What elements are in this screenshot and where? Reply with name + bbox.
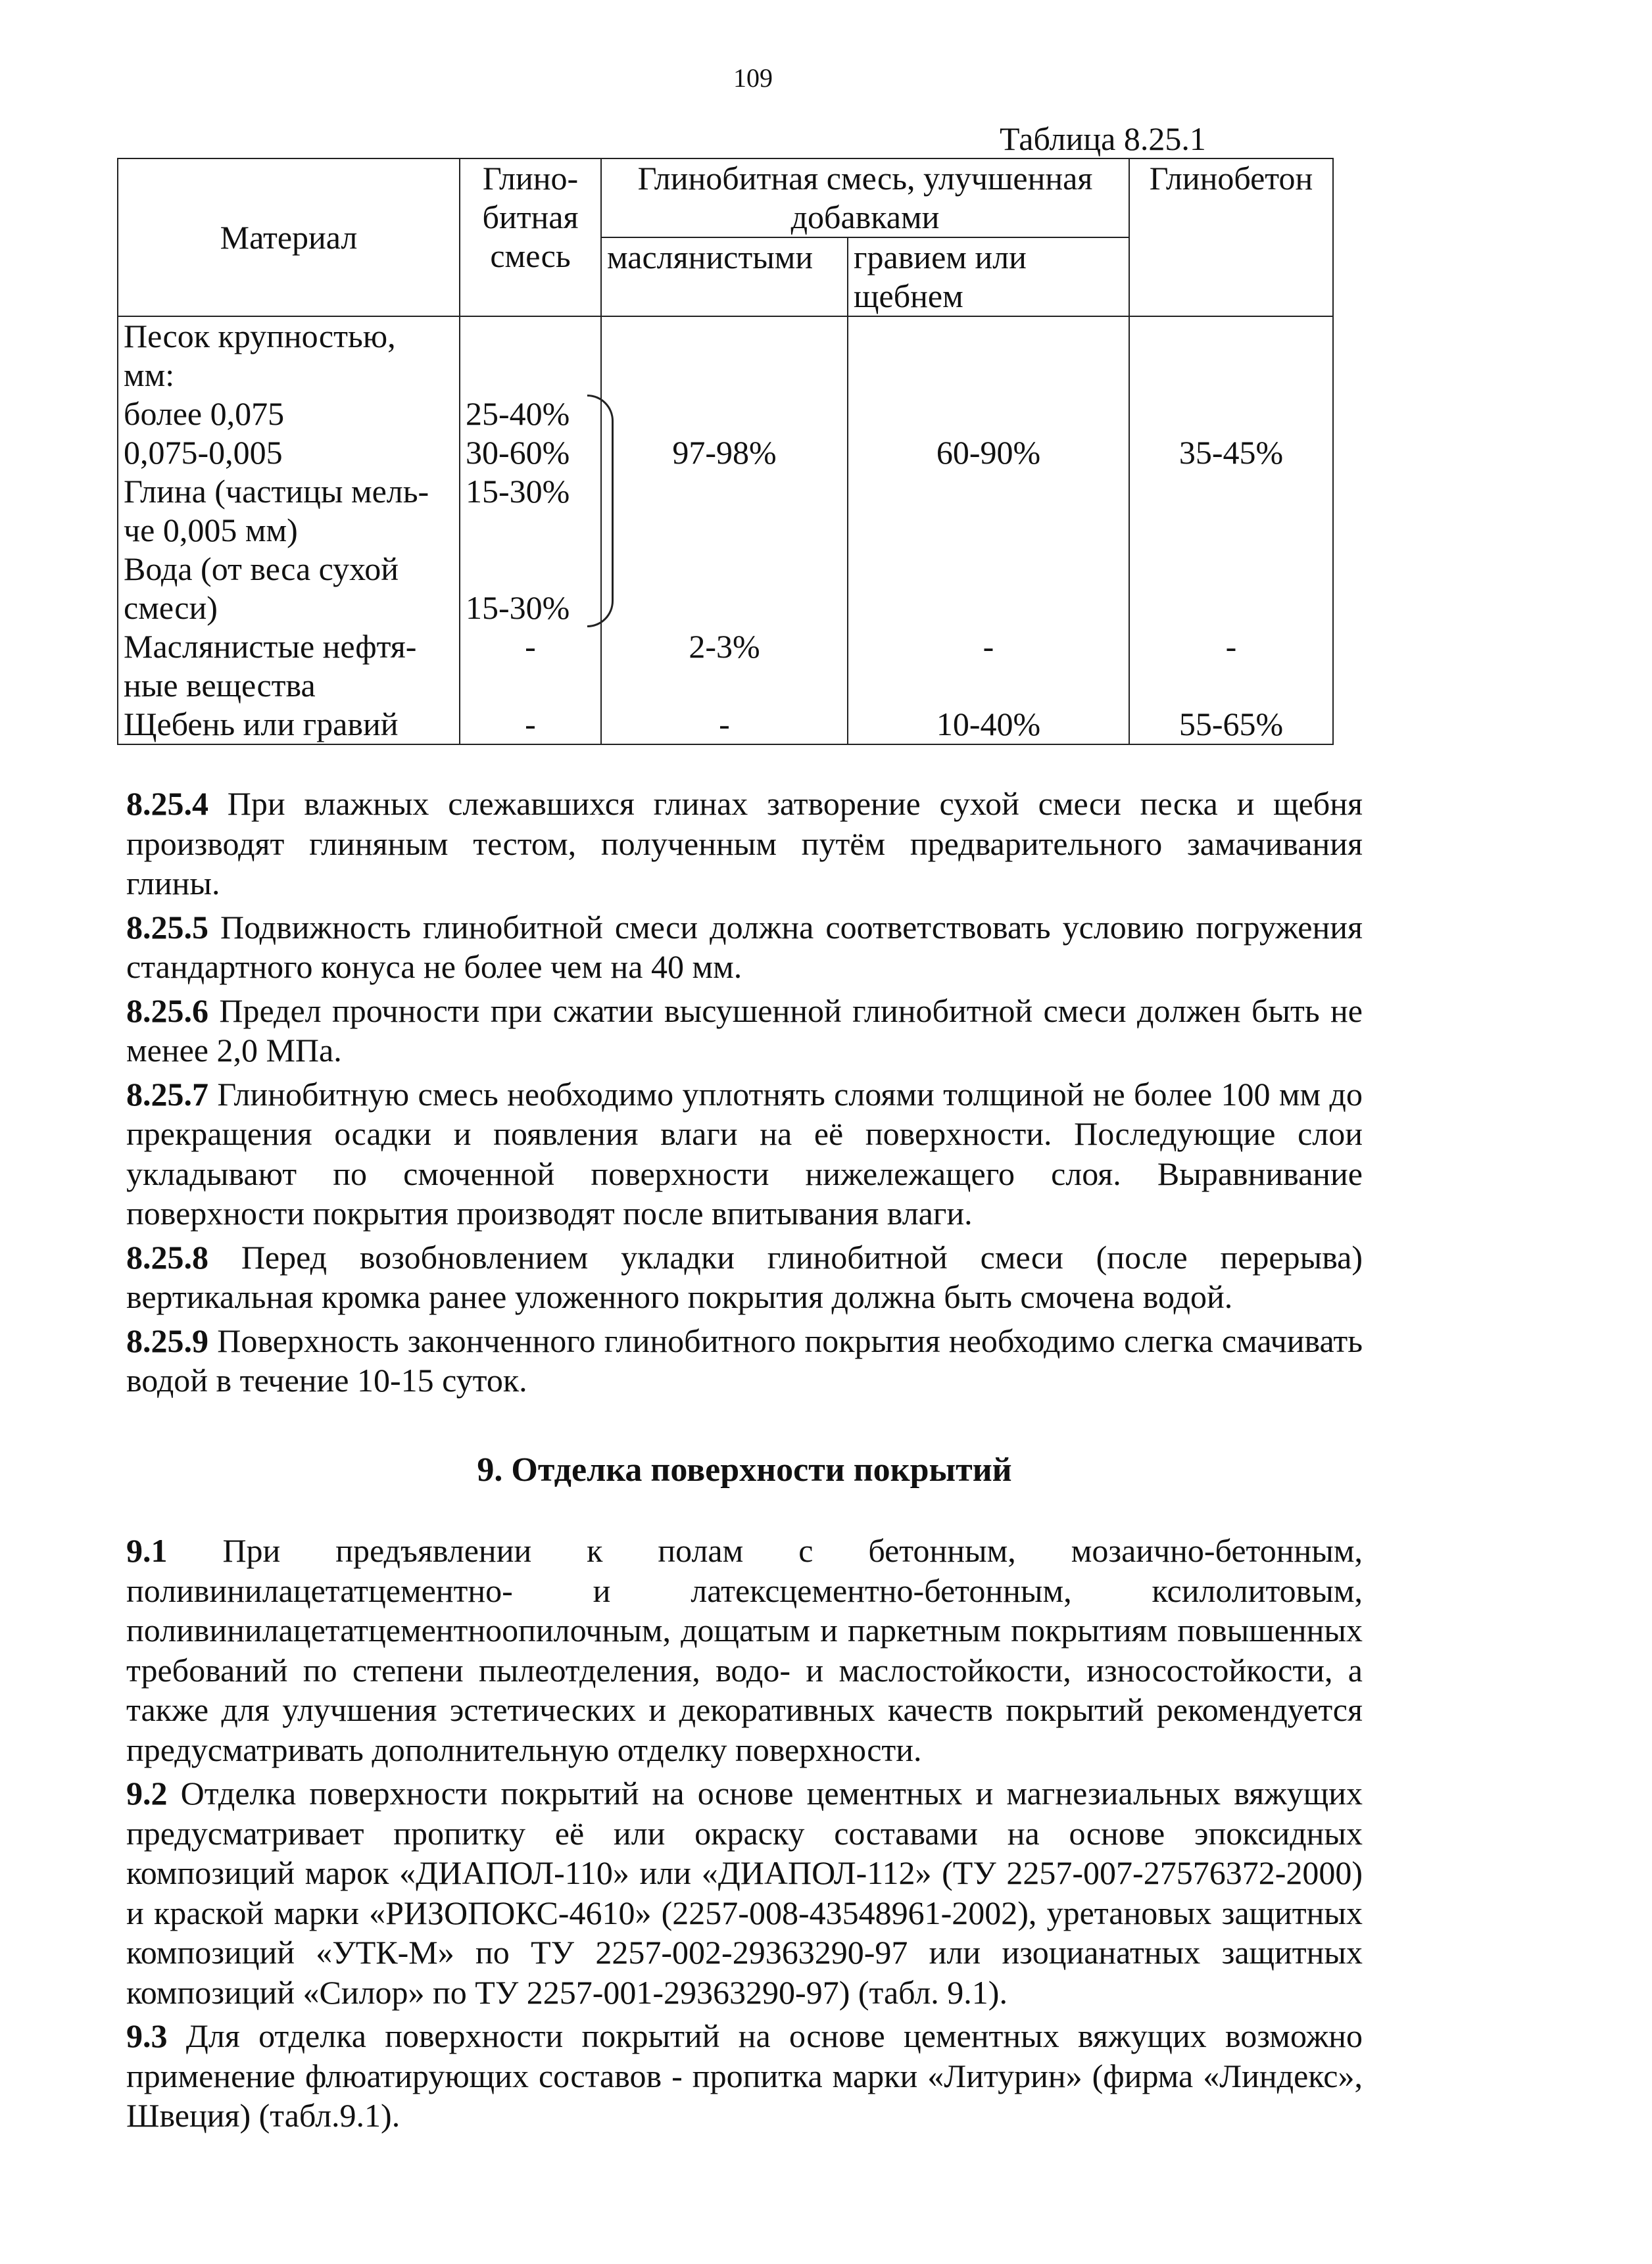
curly-brace-icon — [587, 395, 614, 627]
row-labels: Песок крупностью, мм: более 0,075 0,075-0,005 Глина (частицы мель- че 0,005 мм) Вода (от веса сухой смеси) Маслянистые нефтя- ные вещества Щебень или гравий — [118, 316, 460, 744]
header-clay-mix: Глино- битная смесь — [460, 158, 601, 316]
paragraph-9-3: 9.3 Для отделка поверхности покрытий на основе цементных вяжущих возможно применение флюатирующих составов - пропитка марки «Литурин» (фирма «Линдекс», Швеция) (табл.9.1). — [126, 2017, 1363, 2134]
paragraph-8-25-6: 8.25.6 Предел прочности при сжатии высушенной глинобитной смеси должен быть не менее 2,0 МПа. — [126, 992, 1363, 1069]
header-improved-mix: Глинобитная смесь, улучшенная добавками — [601, 158, 1129, 237]
col-gravel: 60-90% - 10-40% — [848, 316, 1129, 744]
header-oily: маслянистыми — [601, 237, 848, 316]
table-caption: Таблица 8.25.1 — [1000, 120, 1206, 157]
paragraph-8-25-4: 8.25.4 При влажных слежавшихся глинах затворение сухой смеси песка и щебня производят глиняным тестом, полученным путём предварительного замачивания глины. — [126, 785, 1363, 902]
document-body — [126, 784, 1363, 2140]
composition-table — [117, 158, 1334, 745]
paragraph-8-25-9: 8.25.9 Поверхность законченного глинобитного покрытия необходимо слегка смачивать водой в течение 10-15 суток. — [126, 1322, 1363, 1399]
header-material: Материал — [118, 158, 460, 316]
col-clay-mix: 25-40% 30-60% 15-30% 15-30% - - — [460, 316, 601, 744]
col-oily: 97-98% 2-3% - — [601, 316, 848, 744]
header-clay-concrete: Глинобетон — [1129, 158, 1333, 316]
section-heading: 9. Отделка поверхности покрытий — [477, 1451, 1012, 1489]
paragraph-8-25-7: 8.25.7 Глинобитную смесь необходимо уплотнять слоями толщиной не более 100 мм до прекращения осадки и появления влаги на её поверхности. Последующие слои укладывают по смоченной поверхности нижележащего слоя. Выравнивание поверхности покрытия производят после впитывания влаги. — [126, 1075, 1363, 1232]
paragraph-8-25-8: 8.25.8 Перед возобновлением укладки глинобитной смеси (после перерыва) вертикальная кромка ранее уложенного покрытия должна быть смочена водой. — [126, 1238, 1363, 1315]
brace-group: 97-98% — [607, 395, 842, 627]
paragraph-9-2: 9.2 Отделка поверхности покрытий на основе цементных и магнезиальных вяжущих предусматривает пропитку её или окраску составами на основе эпоксидных композиций марок «ДИАПОЛ-110» или «ДИАПОЛ-112» (ТУ 2257-007-27576372-2000) и краской марки «РИЗОПОКС-4610» (2257-008-43548961-2002), уретановых защитных композиций «УТК-М» по ТУ 2257-002-29363290-97 или изоцианатных защитных композиций «Силор» по ТУ 2257-001-29363290-97) (табл. 9.1). — [126, 1775, 1363, 2011]
paragraph-8-25-5: 8.25.5 Подвижность глинобитной смеси должна соответствовать условию погружения стандартного конуса не более чем на 40 мм. — [126, 908, 1363, 985]
col-clay-concrete: 35-45% - 55-65% — [1129, 316, 1333, 744]
page-number: 109 — [733, 63, 773, 93]
header-gravel: гравием или щебнем — [848, 237, 1129, 316]
table-body-row — [118, 316, 1333, 744]
paragraph-9-1: 9.1 При предъявлении к полам с бетонным, мозаично-бетонным, поливинилацетатцементно- и латексцементно-бетонным, ксилолитовым, поливинилацетатцементноопилочным, дощатым и паркетным покрытиям повышенных требований по степени пылеотделения, водо- и маслостойкости, износостойкости, а также для улучшения эстетических и декоративных качеств покрытий рекомендуется предусматривать дополнительную отделку поверхности. — [126, 1532, 1363, 1768]
